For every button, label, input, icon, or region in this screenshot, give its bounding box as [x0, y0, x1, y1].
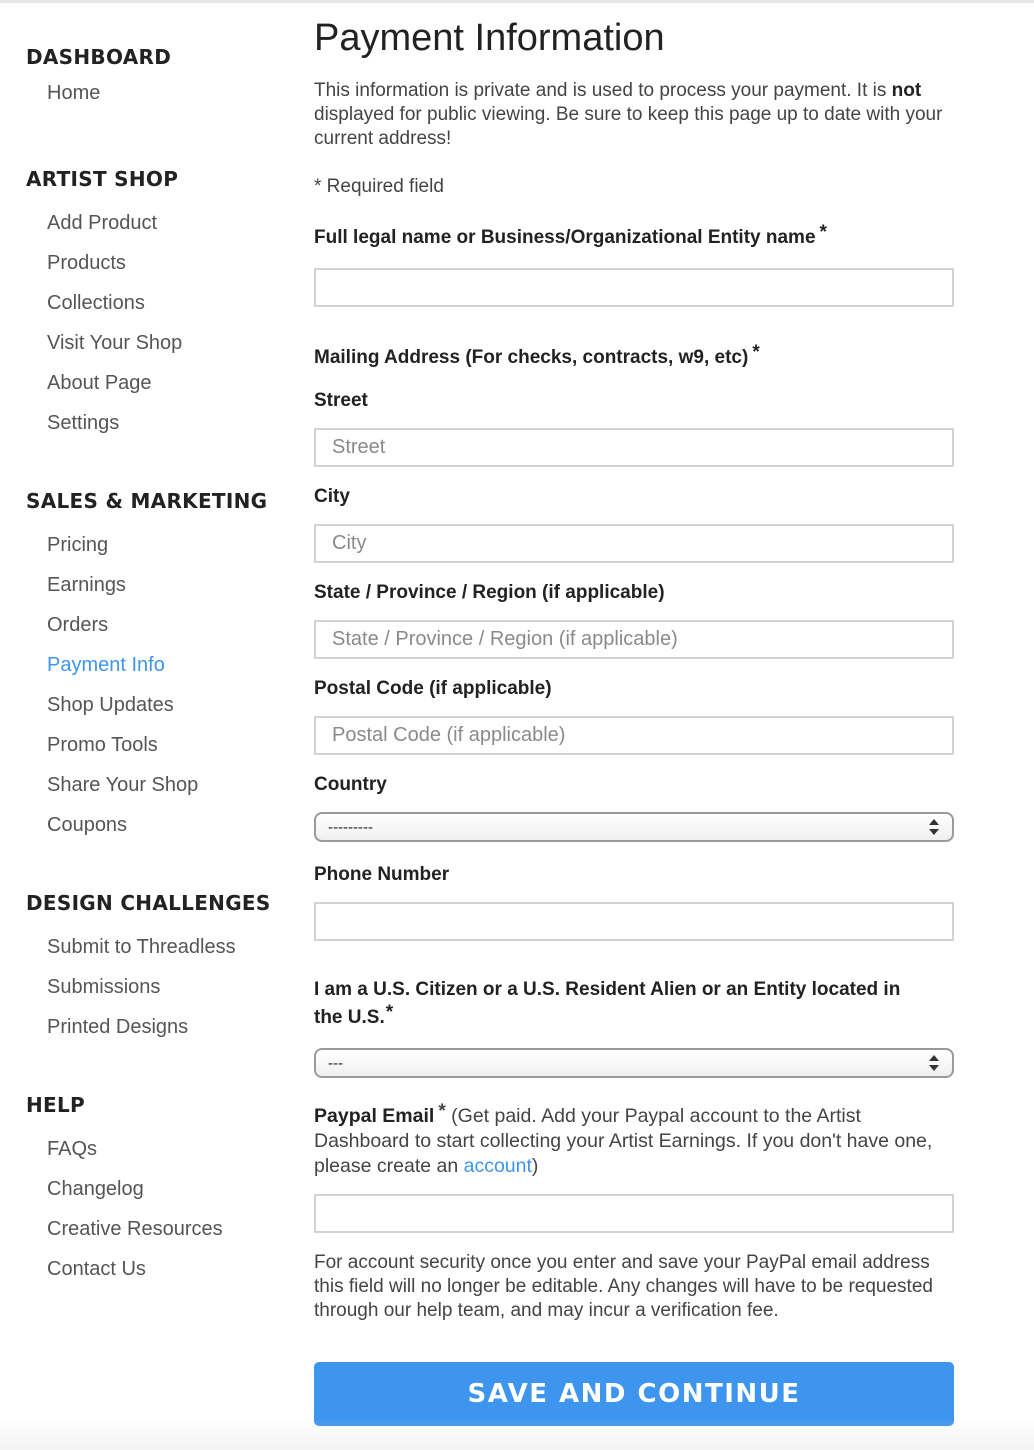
paypal-label [314, 1101, 954, 1179]
paypal-email-input[interactable] [314, 1194, 954, 1233]
sidebar-item-collections[interactable]: Collections [47, 292, 145, 314]
legal-name-label [314, 222, 827, 250]
required-star: * [752, 342, 760, 363]
nav-heading-sales-marketing: SALES & MARKETING [26, 489, 268, 513]
phone-input[interactable] [314, 902, 954, 941]
paypal-label-text: Paypal Email [314, 1105, 435, 1127]
us-citizen-select[interactable] [314, 1048, 954, 1078]
save-and-continue-button[interactable]: SAVE AND CONTINUE [314, 1362, 954, 1426]
us-citizen-label [314, 976, 914, 1032]
create-account-link[interactable]: account [463, 1155, 532, 1177]
city-input[interactable] [314, 524, 954, 563]
us-citizen-select-value: --- [328, 1054, 343, 1072]
postal-code-label: Postal Code (if applicable) [314, 678, 552, 699]
sidebar-item-submissions[interactable]: Submissions [47, 976, 161, 998]
select-arrows-icon [928, 1053, 940, 1073]
nav-section-sales-marketing [26, 486, 267, 845]
sidebar-item-pricing[interactable]: Pricing [47, 534, 109, 556]
legal-name-input[interactable] [314, 268, 954, 307]
sidebar-item-coupons[interactable]: Coupons [47, 814, 128, 836]
paypal-help-close: ) [531, 1155, 539, 1177]
sidebar-item-products[interactable]: Products [47, 252, 126, 274]
city-label: City [314, 486, 350, 507]
sidebar-item-creative-resources[interactable]: Creative Resources [47, 1218, 223, 1240]
security-note: For account security once you enter and save your PayPal email address this field will no longer be editable. Any changes will have to be requested through our help team, and may incur a verification fee. [314, 1252, 933, 1321]
sidebar-item-changelog[interactable]: Changelog [47, 1178, 144, 1200]
country-label: Country [314, 774, 387, 795]
sidebar-item-earnings[interactable]: Earnings [47, 574, 126, 596]
required-field-note: * Required field [314, 176, 444, 197]
intro-text-bold: not [891, 80, 922, 101]
us-citizen-label-text: I am a U.S. Citizen or a U.S. Resident Alien or an Entity located in the U.S. [314, 979, 901, 1028]
nav-heading-help: HELP [26, 1093, 86, 1117]
sidebar-item-settings[interactable]: Settings [47, 412, 120, 434]
required-star: * [385, 1002, 394, 1023]
sidebar-item-visit-your-shop[interactable]: Visit Your Shop [47, 332, 183, 354]
mailing-address-label-text: Mailing Address (For checks, contracts, w9, etc) [314, 347, 749, 368]
top-border [0, 0, 1034, 3]
sidebar-item-printed-designs[interactable]: Printed Designs [47, 1016, 189, 1038]
sidebar-item-contact-us[interactable]: Contact Us [47, 1258, 146, 1280]
required-star: * [438, 1101, 446, 1122]
state-input[interactable] [314, 620, 954, 659]
nav-heading-dashboard: DASHBOARD [26, 45, 172, 69]
nav-section-dashboard [26, 42, 171, 113]
intro-text-part1: This information is private and is used to process your payment. It is [314, 80, 892, 101]
legal-name-label-text: Full legal name or Business/Organizational Entity name [314, 227, 816, 248]
nav-section-design-challenges [26, 888, 271, 1047]
country-select-value: --------- [328, 818, 373, 836]
postal-code-input[interactable] [314, 716, 954, 755]
state-label: State / Province / Region (if applicable) [314, 582, 665, 603]
nav-section-help [26, 1090, 223, 1289]
sidebar-item-add-product[interactable]: Add Product [47, 212, 158, 234]
paypal-help-text: (Get paid. Add your Paypal account to the Artist Dashboard to start collecting your Artist Earnings. If you don't have one, please create an [314, 1105, 933, 1177]
nav-heading-artist-shop: ARTIST SHOP [26, 167, 179, 191]
nav-heading-design-challenges: DESIGN CHALLENGES [26, 891, 271, 915]
street-input[interactable] [314, 428, 954, 467]
sidebar-item-faqs[interactable]: FAQs [47, 1138, 98, 1160]
intro-text-part2: displayed for public viewing. Be sure to keep this page up to date with your current address! [314, 104, 943, 149]
sidebar-item-home[interactable]: Home [47, 82, 101, 104]
sidebar-item-shop-updates[interactable]: Shop Updates [47, 694, 174, 716]
intro-text [314, 79, 954, 151]
page-title: Payment Information [314, 17, 665, 59]
phone-label: Phone Number [314, 864, 450, 885]
sidebar-item-promo-tools[interactable]: Promo Tools [47, 734, 158, 756]
street-label: Street [314, 390, 368, 411]
country-select[interactable] [314, 812, 954, 842]
sidebar-item-about-page[interactable]: About Page [47, 372, 152, 394]
sidebar-item-submit-to-threadless[interactable]: Submit to Threadless [47, 936, 236, 958]
sidebar-item-share-your-shop[interactable]: Share Your Shop [47, 774, 199, 796]
sidebar-item-orders[interactable]: Orders [47, 614, 109, 636]
select-arrows-icon [928, 817, 940, 837]
required-star: * [819, 222, 827, 243]
nav-section-artist-shop [26, 164, 182, 443]
sidebar-item-payment-info[interactable]: Payment Info [47, 654, 165, 676]
mailing-address-label [314, 342, 760, 370]
